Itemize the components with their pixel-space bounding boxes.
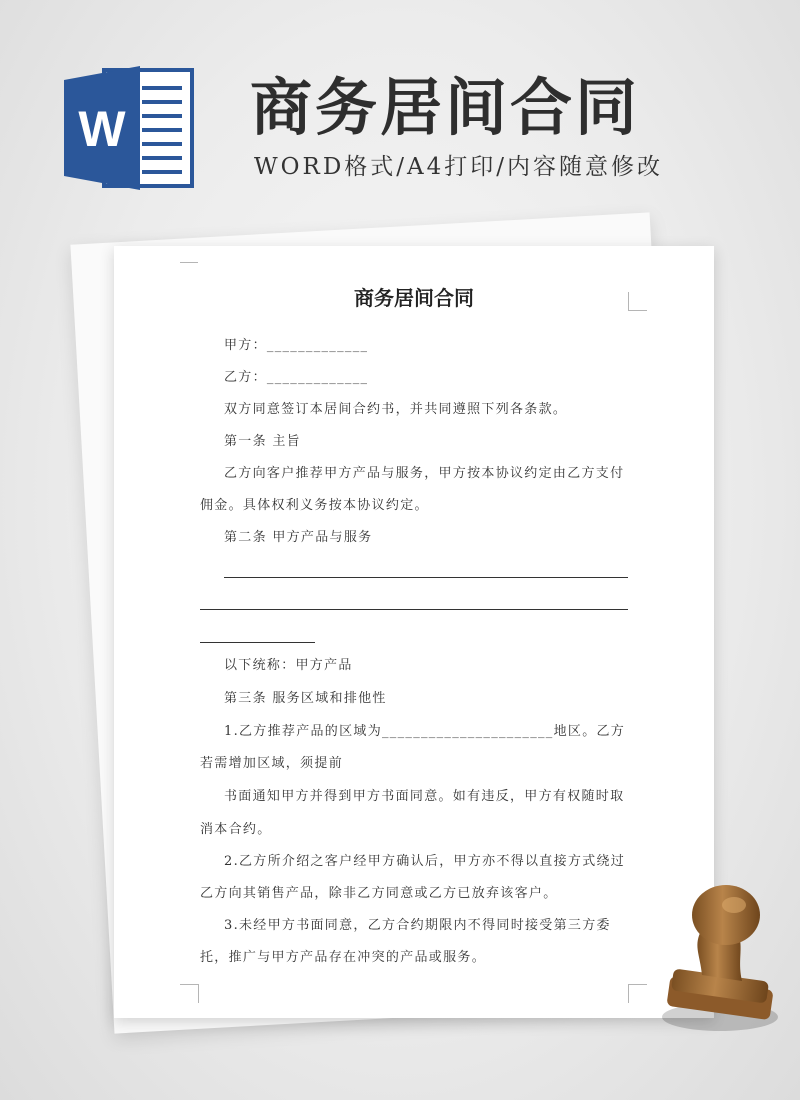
blank-fill-line	[200, 642, 315, 643]
article-1-heading: 第一条 主旨	[224, 434, 301, 449]
crop-mark-top-left	[180, 262, 198, 263]
page-title: 商务居间合同	[250, 71, 641, 144]
article-3-para-2-line-2: 乙方向其销售产品，除非乙方同意或乙方已放弃该客户。	[200, 886, 558, 901]
article-2-after-text: 以下统称：甲方产品	[224, 658, 353, 673]
crop-mark-bottom-left	[180, 984, 199, 1003]
article-1-text-line-2: 佣金。具体权利义务按本协议约定。	[200, 498, 429, 513]
crop-mark-bottom-right	[628, 984, 647, 1003]
intro-paragraph: 双方同意签订本居间合约书，并共同遵照下列各条款。	[224, 402, 568, 417]
document-page	[114, 246, 714, 1018]
article-3-para-1-line-2: 若需增加区域，须提前	[200, 756, 344, 771]
wooden-stamp-icon	[650, 875, 785, 1035]
article-2-heading: 第二条 甲方产品与服务	[224, 530, 373, 545]
article-3-heading: 第三条 服务区域和排他性	[224, 691, 387, 706]
word-logo-icon	[64, 66, 196, 190]
article-3-para-1-line-1: 1.乙方推荐产品的区域为______________________地区。乙方	[224, 724, 626, 739]
party-a-line: 甲方：_____________	[224, 338, 369, 353]
article-3-para-3-line-2: 托，推广与甲方产品存在冲突的产品或服务。	[200, 950, 487, 965]
blank-fill-line	[200, 609, 628, 610]
party-b-line: 乙方：_____________	[224, 370, 369, 385]
article-3-para-1-line-4: 消本合约。	[200, 822, 272, 837]
article-3-para-3-line-1: 3.未经甲方书面同意，乙方合约期限内不得同时接受第三方委	[224, 918, 611, 933]
article-3-para-2-line-1: 2.乙方所介绍之客户经甲方确认后，甲方亦不得以直接方式绕过	[224, 854, 626, 869]
page-subtitle: WORD格式/A4打印/内容随意修改	[254, 154, 663, 180]
article-1-text-line-1: 乙方向客户推荐甲方产品与服务，甲方按本协议约定由乙方支付	[224, 466, 625, 481]
svg-text:W: W	[78, 101, 126, 157]
document-title: 商务居间合同	[354, 286, 474, 310]
blank-fill-line	[224, 577, 628, 578]
article-3-para-1-line-3: 书面通知甲方并得到甲方书面同意。如有违反，甲方有权随时取	[224, 789, 625, 804]
